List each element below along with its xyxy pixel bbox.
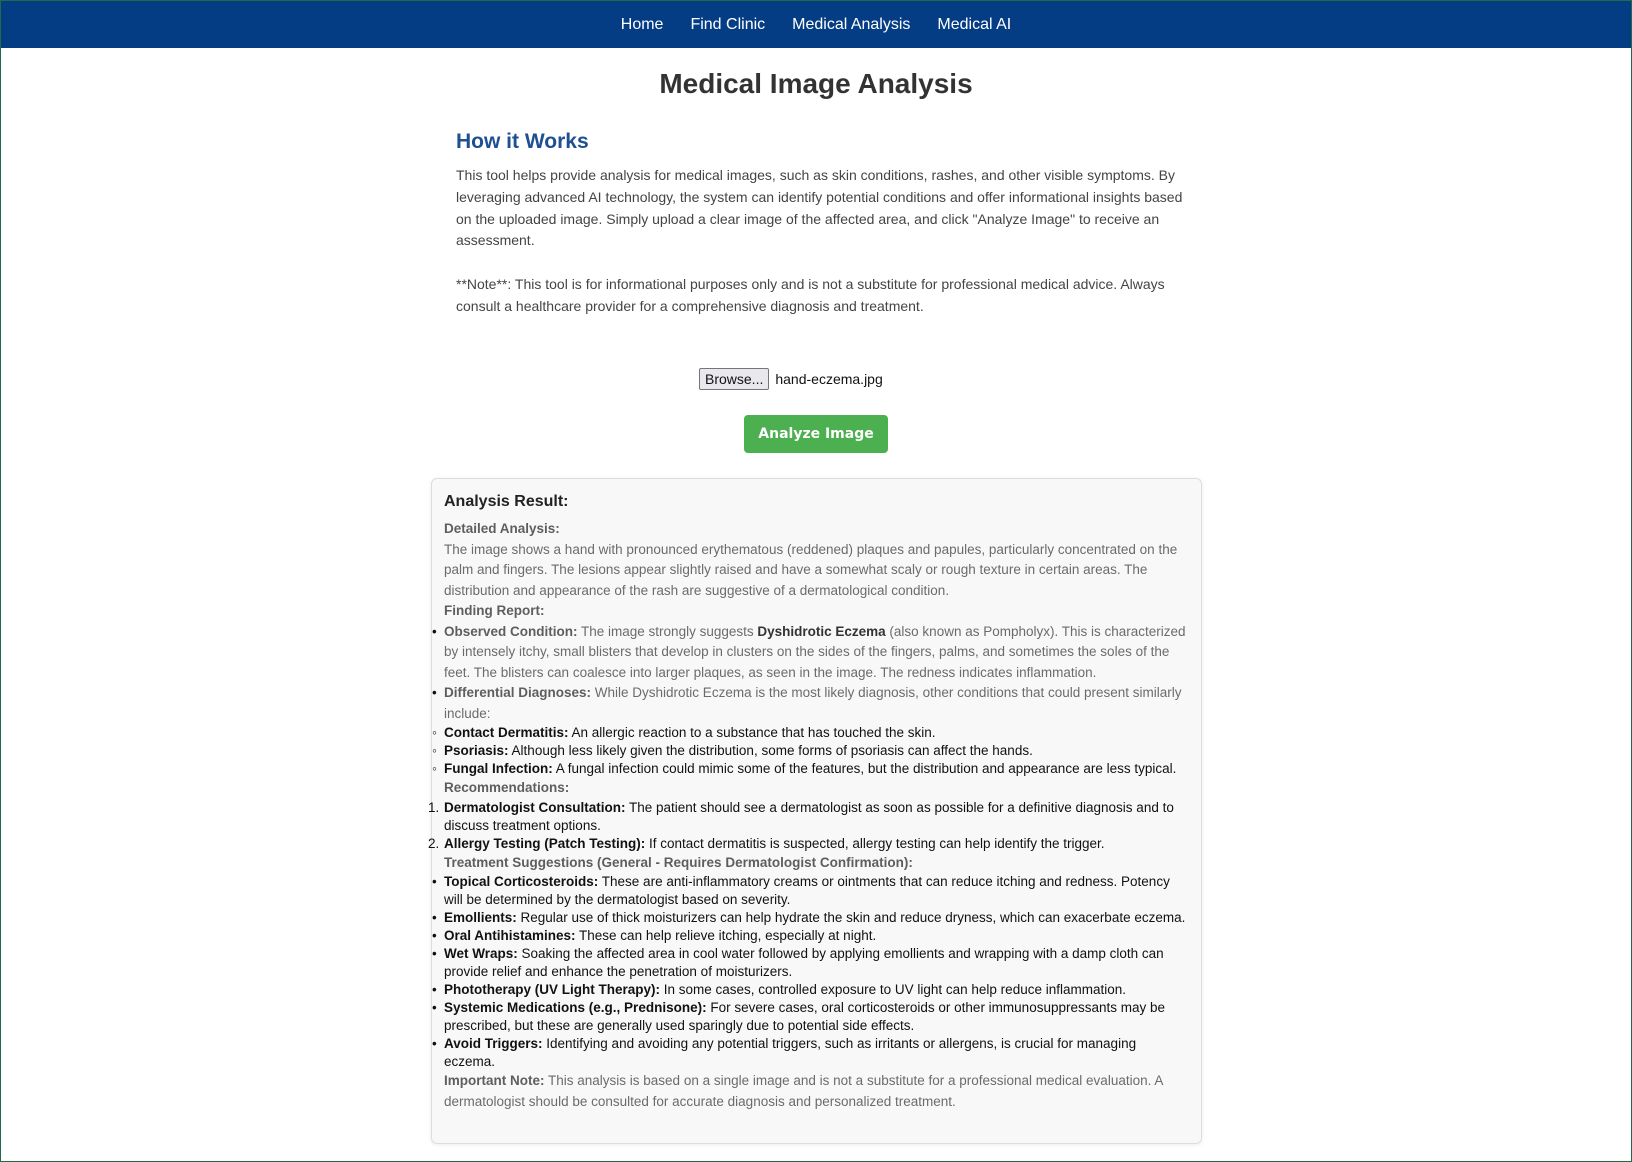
treatment-item: • Wet Wraps: Soaking the affected area in cool water followed by applying emollients and wrapping with a damp cloth can provide relief and enhance the penetration of moisturizers. [432,946,1164,979]
recommendations-heading: Recommendations: [444,780,570,795]
finding-report-heading: Finding Report: [444,603,545,618]
analysis-result-panel [428,478,1202,1144]
browse-button[interactable]: Browse... [699,368,769,390]
bullet-dot: • [432,928,437,943]
observed-condition-item: • Observed Condition: The image strongly suggests Dyshidrotic Eczema (also known as Pompholyx). This is characterized by intensely itchy, small blisters that develop in clusters on the sides of the fingers, palms, and sometimes the soles of the feet. The blisters can coalesce into larger plaques, as seen in the image. The redness indicates inflammation. [432,623,1186,680]
detailed-analysis-text: The image shows a hand with pronounced erythematous (reddened) plaques and papules, particularly concentrated on the palm and fingers. The lesions appear slightly raised and have a somewhat scaly or rough texture in certain areas. The distribution and appearance of the rash are suggestive of a dermatological condition. [444,541,1178,598]
differential-fungal-infection: ◦ Fungal Infection: A fungal infection could mimic some of the features, but the distribution and appearance are less typical. [432,761,1177,776]
bullet-circle: ◦ [432,743,437,758]
disclaimer-note: **Note**: This tool is for informational purposes only and is not a substitute for professional medical advice. Always consult a healthcare provider for a comprehensive diagnosis and treatment. [456,276,1165,314]
page-title: Medical Image Analysis [659,68,973,99]
nav-medical-ai[interactable]: Medical AI [937,15,1012,33]
bullet-circle: ◦ [432,725,437,740]
analysis-result-title: Analysis Result: [444,493,569,510]
nav-home[interactable]: Home [620,15,664,33]
bullet-dot: • [432,946,437,961]
bullet-dot: • [432,910,437,925]
bullet-dot: • [432,1000,437,1015]
differential-diagnoses-item: • Differential Diagnoses: While Dyshidrotic Eczema is the most likely diagnosis, other conditions that could present similarly include: [432,685,1182,721]
differential-contact-dermatitis: ◦ Contact Dermatitis: An allergic reaction to a substance that has touched the skin. [432,725,936,740]
nav-medical-analysis[interactable]: Medical Analysis [792,15,911,33]
how-it-works-text: This tool helps provide analysis for medical images, such as skin conditions, rashes, and other visible symptoms. By leveraging advanced AI technology, the system can identify potential conditions and offer informational insights based on the uploaded image. Simply upload a clear image of the affected area, and click "Analyze Image" to receive an assessment. [456,167,1183,249]
navbar [1,1,1631,48]
bullet-dot: • [432,1036,437,1051]
recommendation-item: 2. Allergy Testing (Patch Testing): If contact dermatitis is suspected, allergy testing can help identify the trigger. [428,835,1105,851]
recommendation-item: 1. Dermatologist Consultation: The patient should see a dermatologist as soon as possible for a definitive diagnosis and to discuss treatment options. [428,799,1174,833]
treatment-item: • Emollients: Regular use of thick moisturizers can help hydrate the skin and reduce dryness, which can exacerbate eczema. [432,910,1186,925]
bullet-dot: • [432,874,437,889]
treatment-suggestions-heading: Treatment Suggestions (General - Requires Dermatologist Confirmation): [444,854,913,870]
treatment-item: • Avoid Triggers: Identifying and avoiding any potential triggers, such as irritants or allergens, is crucial for managing eczema. [432,1036,1137,1069]
treatment-item: • Topical Corticosteroids: These are anti-inflammatory creams or ointments that can reduce itching and redness. Potency will be determined by the dermatologist based on severity. [432,874,1170,907]
treatment-item: • Oral Antihistamines: These can help relieve itching, especially at night. [432,928,877,943]
bullet-dot: • [432,623,437,639]
detailed-analysis-heading: Detailed Analysis: [444,521,560,536]
bullet-dot: • [432,982,437,997]
treatment-item: • Phototherapy (UV Light Therapy): In some cases, controlled exposure to UV light can help reduce inflammation. [432,982,1126,997]
analyze-image-button[interactable]: Analyze Image [744,415,888,453]
treatment-item: • Systemic Medications (e.g., Prednisone): For severe cases, oral corticosteroids or other immunosuppressants may be prescribed, but these are generally used sparingly due to potential side effects. [432,1000,1166,1033]
bullet-dot: • [432,685,437,700]
how-it-works-heading: How it Works [456,130,589,153]
nav-find-clinic[interactable]: Find Clinic [690,15,766,33]
selected-file-name: hand-eczema.jpg [775,371,883,387]
important-note: Important Note: This analysis is based on a single image and is not a substitute for a professional medical evaluation. A dermatologist should be consulted for accurate diagnosis and personalized treatment. [444,1073,1163,1109]
file-upload [699,368,883,390]
differential-psoriasis: ◦ Psoriasis: Although less likely given the distribution, some forms of psoriasis can affect the hands. [432,743,1033,758]
bullet-circle: ◦ [432,761,437,776]
